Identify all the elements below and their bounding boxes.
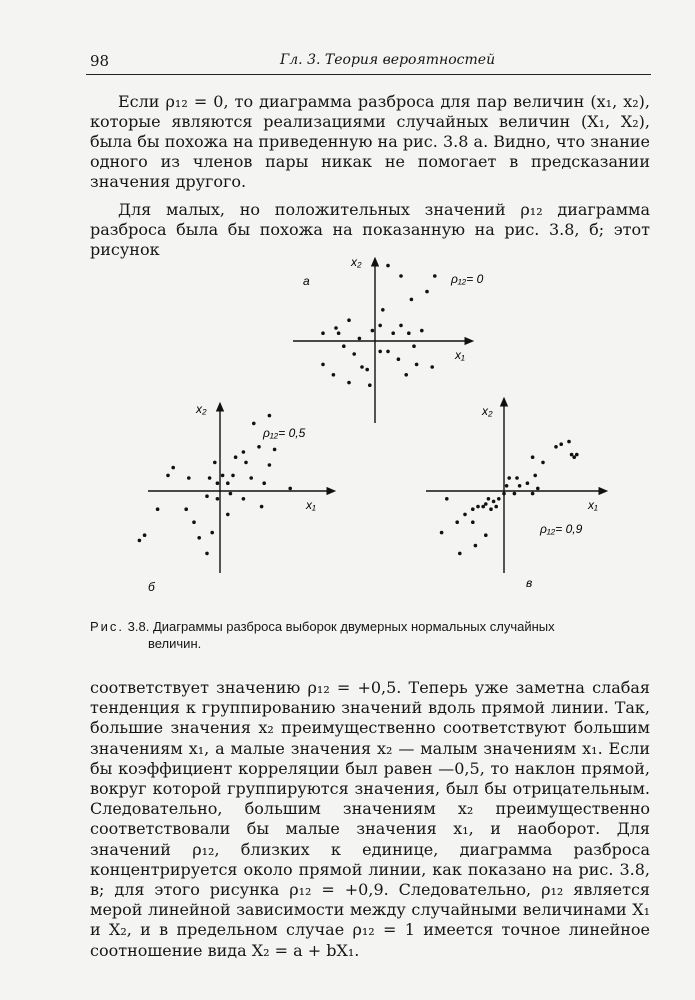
- paragraph: соответствует значению ρ₁₂ = +0,5. Теперь уже заметна слабая тенденция к группированию значений вдоль прямой линии. Так, большие значения x₂ преимущественно соответствуют большим значениям x₁, а малые значения x₂ — малым значениям x₁. Если бы коэффициент корреляции был равен —0,5, то наклон прямой, вокруг которой группируются значения, был бы отрицательным. Следовательно, большим значениям x₂ преимущественно соответствовали бы малые значения x₁, и наоборот. Для значений ρ₁₂, близких к единице, диаграмма разброса концентрируется около прямой линии, как показано на рис. 3.8, в; для этого рисунка ρ₁₂ = +0,9. Следовательно, ρ₁₂ является мерой линейной зависимости между случайными величинами X₁ и X₂, и в предельном случае ρ₁₂ = 1 имеется точное линейное соотношение вида X₂ = a + bX₁.: [90, 678, 650, 960]
- scatter-point: [391, 331, 395, 335]
- scatter-figure: [120, 236, 660, 606]
- scatter-point: [531, 492, 535, 496]
- y-axis-label: x₂: [196, 402, 207, 416]
- caption-text-line2: величин.: [148, 636, 202, 651]
- scatter-point: [249, 476, 253, 480]
- scatter-point: [507, 476, 511, 480]
- scatter-point: [497, 497, 501, 501]
- body-text-bottom: [90, 678, 650, 961]
- scatter-point: [570, 453, 574, 457]
- scatter-point: [234, 455, 238, 459]
- scatter-point: [536, 487, 540, 491]
- scatter-point: [197, 536, 201, 540]
- rho-label: ρ₁₂= 0,9: [540, 522, 583, 536]
- x-axis-label: x₁: [306, 498, 316, 512]
- running-title: Гл. 3. Теория вероятностей: [280, 52, 496, 68]
- scatter-point: [208, 476, 212, 480]
- scatter-point: [397, 357, 401, 361]
- scatter-point: [226, 513, 230, 517]
- scatter-point: [487, 497, 491, 501]
- scatter-point: [433, 274, 437, 278]
- scatter-point: [404, 373, 408, 377]
- scatter-point: [378, 350, 382, 354]
- scatter-point: [244, 461, 248, 465]
- scatter-point: [526, 481, 530, 485]
- rho-label: ρ₁₂= 0: [451, 272, 484, 286]
- scatter-point: [332, 373, 336, 377]
- scatter-point: [407, 331, 411, 335]
- scatter-point: [489, 507, 493, 511]
- scatter-point: [541, 461, 545, 465]
- scatter-point: [515, 476, 519, 480]
- scatter-point: [476, 505, 480, 509]
- scatter-point: [334, 326, 338, 330]
- rho-label: ρ₁₂= 0,5: [263, 426, 306, 440]
- caption-label: Рис.: [90, 619, 125, 634]
- scatter-point: [386, 350, 390, 354]
- scatter-point: [455, 520, 459, 524]
- scatter-point: [268, 414, 272, 418]
- scatter-point: [471, 507, 475, 511]
- scatter-point: [260, 505, 264, 509]
- scatter-point: [386, 264, 390, 268]
- y-axis-label: x₂: [482, 404, 493, 418]
- scatter-point: [262, 481, 266, 485]
- scatter-point: [342, 344, 346, 348]
- scatter-point: [484, 502, 488, 506]
- page-number: 98: [90, 52, 110, 70]
- figure-caption: [90, 618, 650, 652]
- scatter-point: [347, 381, 351, 385]
- scatter-point: [252, 422, 256, 426]
- scatter-point: [166, 474, 170, 478]
- scatter-point: [205, 494, 209, 498]
- panel-label: б: [148, 580, 155, 594]
- scatter-point: [481, 505, 485, 509]
- scatter-point: [213, 461, 217, 465]
- header-rule: [86, 74, 651, 75]
- scatter-point: [143, 533, 147, 537]
- scatter-point: [518, 484, 522, 488]
- scatter-point: [205, 552, 209, 556]
- scatter-point: [187, 476, 191, 480]
- caption-text-line1: 3.8. Диаграммы разброса выборок двумерных нормальных случайных: [127, 619, 555, 634]
- scatter-point: [502, 492, 506, 496]
- scatter-point: [505, 484, 509, 488]
- scatter-point: [192, 520, 196, 524]
- scatter-point: [268, 463, 272, 467]
- scatter-point: [554, 445, 558, 449]
- scatter-point: [484, 533, 488, 537]
- scatter-point: [273, 448, 277, 452]
- paragraph: Если ρ₁₂ = 0, то диаграмма разброса для пар величин (x₁, x₂), которые являются реализациями случайных величин (X₁, X₂), была бы похожа на приведенную на рис. 3.8 а. Видно, что знание одного из членов пары никак не помогает в предсказании значения другого.: [90, 92, 650, 191]
- x-axis-label: x₁: [455, 348, 465, 362]
- scatter-point: [494, 505, 498, 509]
- scatter-point: [156, 507, 160, 511]
- scatter-point: [492, 500, 496, 504]
- scatter-point: [412, 344, 416, 348]
- body-text-top: [90, 92, 650, 260]
- scatter-point: [288, 487, 292, 491]
- scatter-point: [575, 453, 579, 457]
- scatter-point: [368, 383, 372, 387]
- scatter-point: [229, 492, 233, 496]
- scatter-point: [257, 445, 261, 449]
- scatter-point: [321, 331, 325, 335]
- scatter-point: [347, 318, 351, 322]
- scatter-point: [463, 513, 467, 517]
- scatter-point: [533, 474, 537, 478]
- panel-label: а: [303, 274, 310, 288]
- scatter-point: [430, 365, 434, 369]
- scatter-point: [410, 298, 414, 302]
- scatter-point: [365, 368, 369, 372]
- x-axis-label: x₁: [588, 498, 598, 512]
- scatter-point: [216, 497, 220, 501]
- scatter-point: [352, 352, 356, 356]
- scatter-point: [358, 337, 362, 341]
- scatter-point: [513, 492, 517, 496]
- y-axis-label: x₂: [351, 255, 362, 269]
- scatter-point: [399, 274, 403, 278]
- panel-label: в: [526, 576, 533, 590]
- scatter-point: [242, 450, 246, 454]
- scatter-point: [360, 365, 364, 369]
- scatter-point: [216, 481, 220, 485]
- scatter-point: [184, 507, 188, 511]
- scatter-point: [378, 324, 382, 328]
- scatter-point: [415, 363, 419, 367]
- scatter-point: [425, 290, 429, 294]
- scatter-point: [226, 481, 230, 485]
- scatter-point: [138, 539, 142, 543]
- scatter-point: [458, 552, 462, 556]
- scatter-point: [420, 329, 424, 333]
- scatter-point: [381, 308, 385, 312]
- scatter-point: [321, 363, 325, 367]
- scatter-panel-c: [426, 401, 604, 590]
- scatter-point: [445, 497, 449, 501]
- scatter-panel-b: [138, 402, 332, 594]
- scatter-point: [572, 455, 576, 459]
- scatter-point: [171, 466, 175, 470]
- scatter-point: [531, 455, 535, 459]
- paragraph: Для малых, но положительных значений ρ₁₂ диаграмма разброса была бы похожа на показанную на рис. 3.8, б; этот рисунок: [90, 200, 650, 259]
- scatter-point: [371, 329, 375, 333]
- scatter-point: [337, 331, 341, 335]
- scatter-point: [231, 474, 235, 478]
- scatter-point: [440, 531, 444, 535]
- scatter-point: [567, 440, 571, 444]
- scatter-point: [471, 520, 475, 524]
- scatter-point: [559, 442, 563, 446]
- scatter-point: [399, 324, 403, 328]
- scatter-point: [221, 474, 225, 478]
- scatter-panel-a: [293, 255, 484, 423]
- scatter-point: [210, 531, 214, 535]
- scatter-point: [474, 544, 478, 548]
- scatter-point: [242, 497, 246, 501]
